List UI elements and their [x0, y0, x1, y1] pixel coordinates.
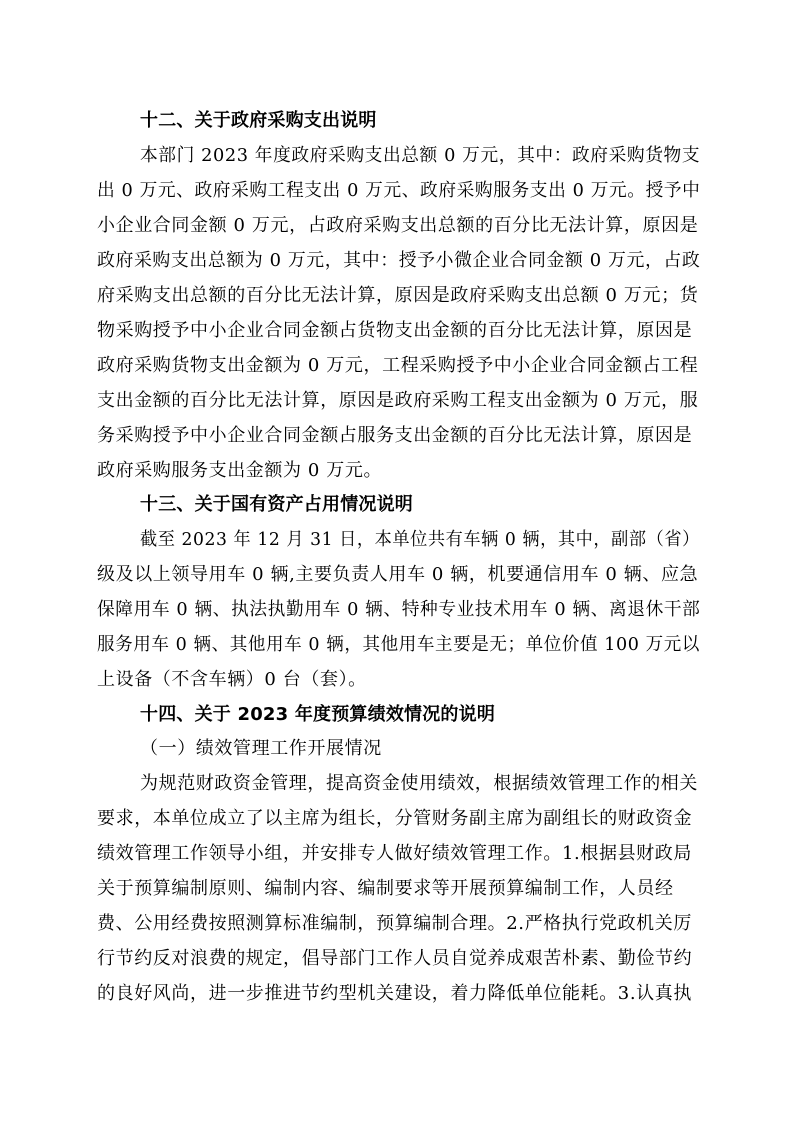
paragraph-line: 要求，本单位成立了以主席为组长，分管财务副主席为副组长的财政资金	[97, 808, 693, 829]
paragraph-line: 截至 2023 年 12 月 31 日，本单位共有车辆 0 辆，其中，副部（省）	[140, 529, 700, 550]
paragraph-line: 的良好风尚，进一步推进节约型机关建设，着力降低单位能耗。3.认真执	[97, 983, 692, 1004]
paragraph-line: 行节约反对浪费的规定，倡导部门工作人员自觉养成艰苦朴素、勤俭节约	[97, 948, 693, 969]
paragraph-line: 为规范财政资金管理，提高资金使用绩效，根据绩效管理工作的相关	[140, 773, 698, 794]
paragraph-line: 服务用车 0 辆、其他用车 0 辆，其他用车主要是无；单位价值 100 万元以	[97, 634, 700, 655]
paragraph-line: 府采购支出总额的百分比无法计算，原因是政府采购支出总额 0 万元；货	[97, 285, 699, 306]
section-heading-12: 十二、关于政府采购支出说明	[140, 110, 377, 131]
paragraph-line: 绩效管理工作领导小组，并安排专人做好绩效管理工作。1.根据县财政局	[97, 843, 692, 864]
paragraph-line: 出 0 万元、政府采购工程支出 0 万元、政府采购服务支出 0 万元。授予中	[97, 180, 701, 201]
section-heading-14: 十四、关于 2023 年度预算绩效情况的说明	[140, 704, 496, 725]
paragraph-line: 关于预算编制原则、编制内容、编制要求等开展预算编制工作，人员经	[97, 878, 674, 899]
paragraph-line: 物采购授予中小企业合同金额占货物支出金额的百分比无法计算，原因是	[97, 320, 693, 341]
paragraph-line: 小企业合同金额 0 万元，占政府采购支出总额的百分比无法计算，原因是	[97, 215, 699, 236]
subsection-heading: （一）绩效管理工作开展情况	[140, 738, 382, 759]
paragraph-line: 政府采购支出总额为 0 万元，其中：授予小微企业合同金额 0 万元，占政	[97, 250, 701, 271]
paragraph-line: 上设备（不含车辆）0 台（套）。	[97, 669, 367, 690]
paragraph-line: 务采购授予中小企业合同金额占服务支出金额的百分比无法计算，原因是	[97, 425, 693, 446]
paragraph-line: 费、公用经费按照测算标准编制，预算编制合理。2.严格执行党政机关厉	[97, 913, 692, 934]
section-heading-13: 十三、关于国有资产占用情况说明	[140, 494, 413, 515]
paragraph-line: 支出金额的百分比无法计算，原因是政府采购工程支出金额为 0 万元，服	[97, 390, 699, 411]
paragraph-line: 本部门 2023 年度政府采购支出总额 0 万元，其中：政府采购货物支	[140, 145, 701, 166]
paragraph-line: 政府采购服务支出金额为 0 万元。	[97, 460, 383, 481]
paragraph-line: 级及以上领导用车 0 辆,主要负责人用车 0 辆，机要通信用车 0 辆、应急	[97, 564, 699, 585]
paragraph-line: 保障用车 0 辆、执法执勤用车 0 辆、特种专业技术用车 0 辆、离退休干部	[97, 599, 701, 620]
paragraph-line: 政府采购货物支出金额为 0 万元，工程采购授予中小企业合同金额占工程	[97, 355, 699, 376]
